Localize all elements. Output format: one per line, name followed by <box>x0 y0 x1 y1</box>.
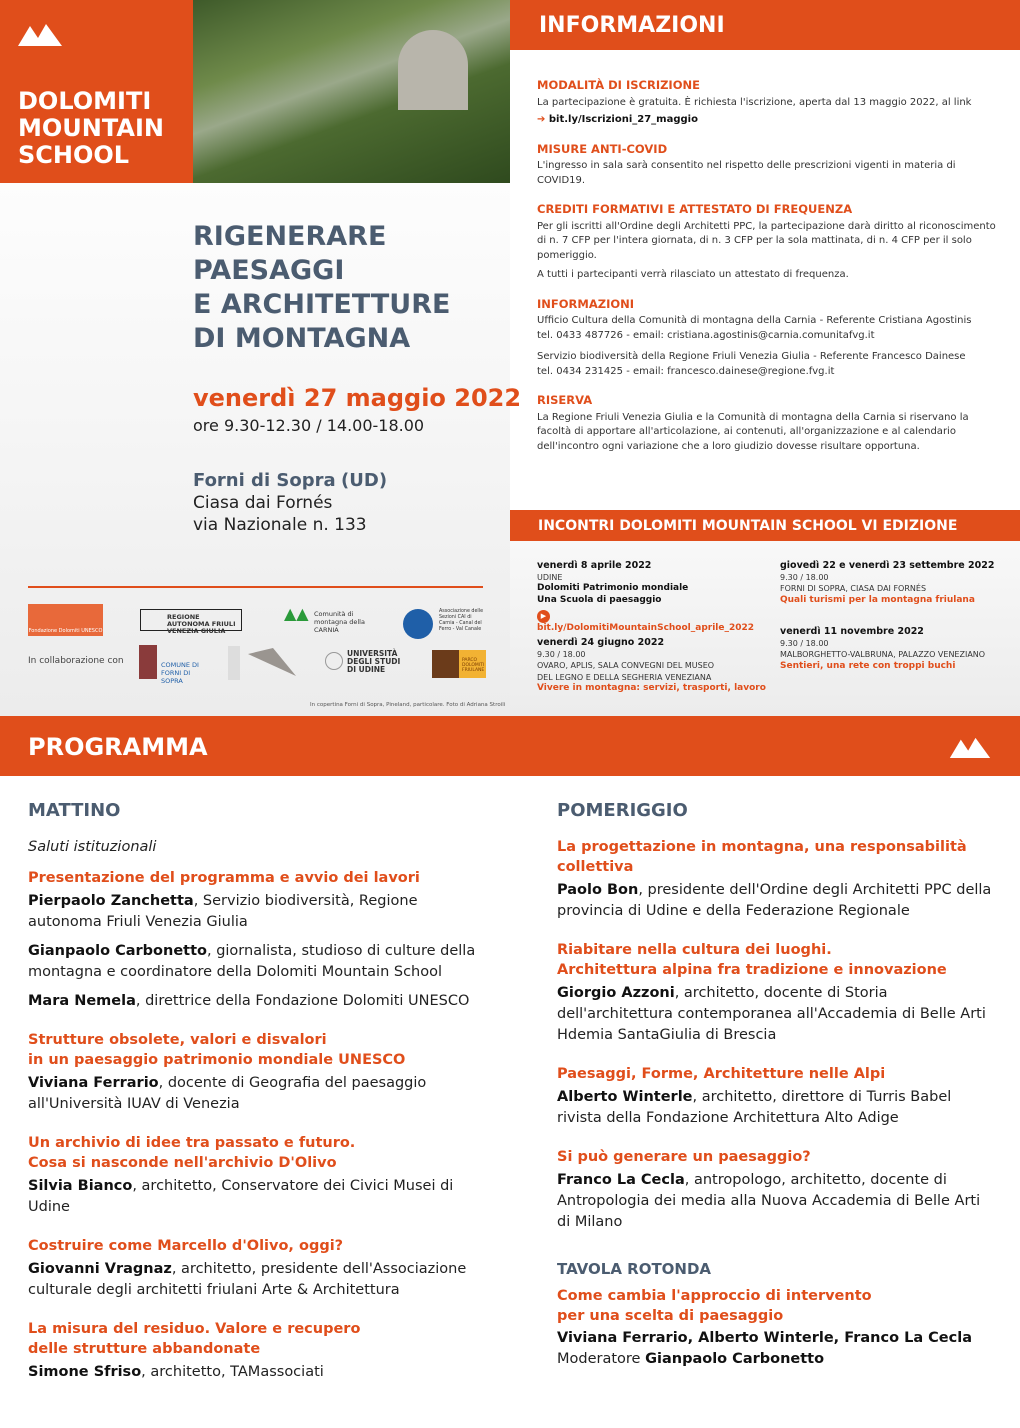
talk-title: delle strutture abbandonate <box>28 1341 261 1357</box>
event-title: Quali turismi per la montagna friulana <box>780 594 975 605</box>
program-block <box>557 940 997 1046</box>
logo-text: Comunità di montagna della CARNIA <box>314 610 365 634</box>
speaker-name: Franco La Cecla <box>557 1172 685 1188</box>
section-title: MISURE ANTI-COVID <box>537 141 668 156</box>
event-title <box>193 220 450 356</box>
address: via Nazionale n. 133 <box>193 515 367 535</box>
info-header: INFORMAZIONI <box>510 0 1020 50</box>
mattino-heading: MATTINO <box>28 800 121 821</box>
mountain-logo-icon <box>948 736 992 758</box>
town: Forni di Sopra <box>193 470 336 491</box>
logo-uniud <box>325 650 405 674</box>
pomeriggio-column <box>557 800 997 1370</box>
talk-title: in un paesaggio patrimonio mondiale UNESCO <box>28 1052 406 1068</box>
arrow-right-icon: ➔ <box>537 114 549 125</box>
speaker-name: Mara Nemela <box>28 993 136 1009</box>
panelists <box>557 1328 997 1349</box>
section-text: La partecipazione è gratuita. È richiesta l'iscrizione, aperta dal 13 maggio 2022, al link <box>537 96 972 108</box>
tavola-heading: TAVOLA ROTONDA <box>557 1260 712 1278</box>
speaker <box>28 1362 488 1383</box>
pomeriggio-heading: POMERIGGIO <box>557 800 688 821</box>
speaker-name: Viviana Ferrario <box>28 1075 159 1091</box>
talk-title: Costruire come Marcello d'Olivo, oggi? <box>28 1238 344 1254</box>
event-item <box>780 560 1010 606</box>
speaker-role: , giornalista, studioso di culture della montagna e coordinatore della Dolomiti Mountain School <box>28 943 476 980</box>
info-section <box>537 78 1002 459</box>
speaker-role: , architetto, direttore di Turris Babel rivista della Fondazione Architettura Alto Adige <box>557 1089 952 1126</box>
program-block <box>28 1030 488 1115</box>
section-text: Per gli iscritti all'Ordine degli Architetti PPC, la partecipazione darà diritto al riconoscimento di n. 7 CFP per l'intera giornata, di n. 3 CFP per la sola mattinata, di n. 4 CFP per il solo pomeriggio. <box>537 220 996 261</box>
event-date: venerdì 11 novembre 2022 <box>780 626 924 637</box>
trees-icon: ▲▲ <box>284 604 309 623</box>
logo-text: Associazione delle Sezioni CAI di Carnia - Canal del Ferro - Val Canale <box>439 609 484 632</box>
divider <box>28 586 483 588</box>
province: (UD) <box>341 470 388 491</box>
section-text: Ufficio Cultura della Comunità di montagna della Carnia - Referente Cristiana Agostinis <box>537 315 972 326</box>
speaker-name: Giovanni Vragnaz <box>28 1261 172 1277</box>
contact-line: tel. 0434 231425 - email: francesco.dainese@regione.fvg.it <box>537 365 835 377</box>
talk-title: Architettura alpina fra tradizione e innovazione <box>557 962 947 978</box>
event-place: UDINE <box>537 572 563 582</box>
event-time: 9.30 / 18.00 <box>780 638 829 648</box>
section-text: L'ingresso in sala sarà consentito nel rispetto delle prescrizioni vigenti in materia di COVID19. <box>537 160 956 186</box>
logo-forni-di-sopra <box>139 645 209 685</box>
logo-parco-dolomiti-friulane <box>432 650 486 678</box>
speaker-name: Gianpaolo Carbonetto <box>28 943 207 959</box>
speaker-role: , architetto, Conservatore dei Civici Musei di Udine <box>28 1178 454 1215</box>
program-block <box>28 1236 488 1301</box>
brand-block <box>0 0 193 183</box>
event-date: venerdì 8 aprile 2022 <box>537 560 652 571</box>
tavola-rotonda <box>557 1259 997 1370</box>
program-block <box>557 1064 997 1129</box>
speaker-role: , direttrice della Fondazione Dolomiti UNESCO <box>135 993 470 1009</box>
section-title: MODALITÀ DI ISCRIZIONE <box>537 78 700 92</box>
talk-title: La progettazione in montagna, una responsabilità collettiva <box>557 839 967 875</box>
speaker-role: , architetto, TAMassociati <box>141 1364 324 1380</box>
speaker-name: Giorgio Azzoni <box>557 985 675 1001</box>
event-item <box>780 626 1015 672</box>
speaker <box>28 941 488 983</box>
speaker-name: Pierpaolo Zanchetta <box>28 893 194 909</box>
talk-title: Cosa si nasconde nell'archivio D'Olivo <box>28 1155 337 1171</box>
talk-title: La misura del residuo. Valore e recupero <box>28 1321 361 1337</box>
link-text[interactable]: bit.ly/Iscrizioni_27_maggio <box>548 114 698 125</box>
speaker-name: Paolo Bon <box>557 882 639 898</box>
section-title: INFORMAZIONI <box>537 296 635 311</box>
talk-title: Paesaggi, Forme, Architetture nelle Alpi <box>557 1066 886 1082</box>
talk-title: Riabitare nella cultura dei luoghi. <box>557 942 832 958</box>
moderator <box>557 1349 997 1370</box>
talk-title: per una scelta di paesaggio <box>557 1308 784 1324</box>
section-text: Servizio biodiversità della Regione Friuli Venezia Giulia - Referente Francesco Dainese <box>537 351 966 362</box>
program-block <box>557 837 997 922</box>
event-place: FORNI DI SOPRA, CIASA DAI FORNÉS <box>780 584 927 593</box>
logo-text: COMUNE DI FORNI DI SOPRA <box>161 661 199 685</box>
talk-title: Un archivio di idee tra passato e futuro. <box>28 1135 356 1151</box>
speaker-name: Alberto Winterle <box>557 1089 693 1105</box>
event-item <box>537 637 767 695</box>
event-time: 9.30 / 18.00 <box>537 649 586 659</box>
moderator-name: Gianpaolo Carbonetto <box>645 1351 825 1367</box>
bunker-shape <box>398 30 468 110</box>
logo-dolivo-shape <box>228 646 298 682</box>
saluti: Saluti istituzionali <box>28 839 157 855</box>
speaker-role: , antropologo, architetto, docente di Antropologia dei media alla Nuova Accademia di Belle Arti di Milano <box>557 1172 981 1230</box>
speaker-role: , architetto, presidente dell'Associazione culturale degli architetti friulani Arte & Architettura <box>28 1261 467 1298</box>
title-line: E ARCHITETTURE <box>193 289 451 320</box>
cai-emblem-icon <box>403 609 433 639</box>
play-icon: ▶ <box>537 610 550 623</box>
event-place <box>193 470 387 536</box>
speaker <box>28 1259 488 1301</box>
speaker <box>557 880 997 922</box>
event-title: Sentieri, una rete con troppi buchi <box>780 660 956 671</box>
speaker-role: , docente di Geografia del paesaggio all'Università IUAV di Venezia <box>28 1075 427 1112</box>
contact-line: tel. 0433 487726 - email: cristiana.agostinis@carnia.comunitafvg.it <box>537 329 875 341</box>
program-block <box>28 1133 488 1218</box>
speaker-name: Silvia Bianco <box>28 1178 133 1194</box>
speaker <box>557 1170 997 1233</box>
event-hours: ore 9.30-12.30 / 14.00-18.00 <box>193 416 425 435</box>
event-date: giovedì 22 e venerdì 23 settembre 2022 <box>780 560 995 571</box>
section-text: La Regione Friuli Venezia Giulia e la Comunità di montagna della Carnia si riservano la facoltà di apportare all'articolazione, ai contenuti, all'organizzazione e al calendario dell'incontro ogni variazione che a loro giudizio dovesse risultare opportuna. <box>537 411 969 452</box>
event-item <box>537 560 767 635</box>
speaker <box>28 991 488 1012</box>
logo-cai <box>403 609 488 633</box>
incontri-header: INCONTRI DOLOMITI MOUNTAIN SCHOOL VI EDIZIONE <box>510 510 1020 541</box>
talk-title: Strutture obsolete, valori e disvalori <box>28 1032 327 1048</box>
event-time: 9.30 / 18.00 <box>780 572 829 582</box>
speaker <box>28 891 488 933</box>
event-subtitle: Una Scuola di paesaggio <box>537 594 662 605</box>
logo-comunita-carnia <box>284 604 374 634</box>
event-place: DEL LEGNO E DELLA SEGHERIA VENEZIANA <box>537 672 712 682</box>
venue: Ciasa dai Fornés <box>193 493 333 513</box>
event-place: MALBORGHETTO-VALBRUNA, PALAZZO VENEZIANO <box>780 650 986 659</box>
brand-line: DOLOMITI <box>18 87 152 115</box>
event-place: OVARO, APLIS, SALA CONVEGNI DEL MUSEO <box>537 661 715 670</box>
programma-header <box>0 716 1020 776</box>
program-block <box>28 868 488 1012</box>
registration-link[interactable] <box>537 113 1002 128</box>
speaker-role: , architetto, docente di Storia dell'architettura contemporanea all'Accademia di Belle Arti Hdemia SantaGiulia di Brescia <box>557 985 986 1043</box>
event-title: Vivere in montagna: servizi, trasporti, lavoro <box>537 683 766 693</box>
section-title: CREDITI FORMATIVI E ATTESTATO DI FREQUENZA <box>537 202 853 216</box>
event-video-link[interactable] <box>537 610 767 635</box>
talk-title: Come cambia l'approccio di intervento <box>557 1288 872 1304</box>
panelist-names: Viviana Ferrario, Alberto Winterle, Franco La Cecla <box>557 1330 972 1346</box>
logo-dolomiti-unesco <box>28 604 103 636</box>
speaker-name: Simone Sfriso <box>28 1364 142 1380</box>
brand-line: MOUNTAIN <box>18 114 164 142</box>
logo-text: PARCO DOLOMITI FRIULANE <box>462 658 485 673</box>
logo-text: Fondazione Dolomiti UNESCO <box>28 628 103 634</box>
logo-text: REGIONE AUTONOMA FRIULI VENEZIA GIULIA <box>167 613 236 635</box>
speaker <box>557 1087 997 1129</box>
talk-title: Si può generare un paesaggio? <box>557 1149 811 1165</box>
cover-photo <box>193 0 510 183</box>
programma-title: PROGRAMMA <box>28 733 208 761</box>
brand-name <box>18 88 164 169</box>
mountain-logo-icon <box>18 22 62 46</box>
logo-regione-fvg <box>140 609 242 635</box>
speaker-role: , Servizio biodiversità, Regione autonoma Friuli Venezia Giulia <box>28 893 418 930</box>
photo-credit: In copertina Forni di Sopra, Pineland, particolare. Foto di Adriana Stroili <box>310 702 506 708</box>
event-date: venerdì 27 maggio 2022 <box>193 384 522 412</box>
speaker <box>28 1073 488 1115</box>
speaker <box>28 1176 488 1218</box>
program-block <box>28 1319 488 1383</box>
event-subtitle: Dolomiti Patrimonio mondiale <box>537 583 689 593</box>
title-line: DI MONTAGNA <box>193 323 411 354</box>
section-text: A tutti i partecipanti verrà rilasciato un attestato di frequenza. <box>537 269 849 280</box>
section-title: RISERVA <box>537 393 593 407</box>
speaker-role: , presidente dell'Ordine degli Architetti PPC della provincia di Udine e della Federazione Regionale <box>557 882 992 919</box>
speaker <box>557 983 997 1046</box>
mattino-column <box>28 800 488 1383</box>
university-seal-icon <box>325 652 343 670</box>
collab-label: In collaborazione con <box>28 656 124 666</box>
talk-title: Presentazione del programma e avvio dei lavori <box>28 870 420 886</box>
brand-line: SCHOOL <box>18 141 130 169</box>
moderator-label: Moderatore <box>557 1351 646 1367</box>
program-block <box>557 1147 997 1233</box>
event-date: venerdì 24 giugno 2022 <box>537 637 665 648</box>
logo-text: UNIVERSITÀ DEGLI STUDI DI UDINE <box>347 649 401 674</box>
link-text[interactable]: bit.ly/DolomitiMountainSchool_aprile_2022 <box>537 623 755 633</box>
title-line: RIGENERARE <box>193 221 387 252</box>
title-line: PAESAGGI <box>193 255 345 286</box>
coat-of-arms-icon <box>139 645 157 679</box>
